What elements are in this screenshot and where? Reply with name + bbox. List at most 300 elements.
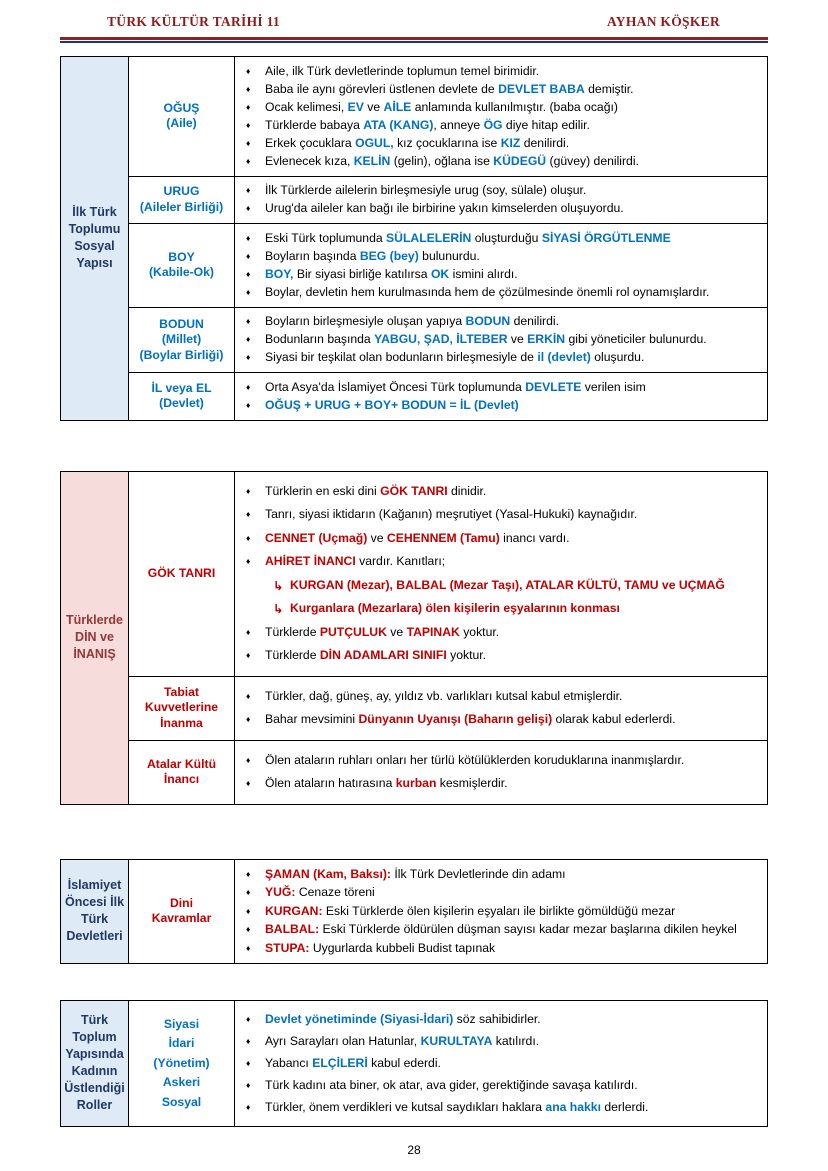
bullet-diamond-icon: ♦ <box>246 887 251 897</box>
category-line: Yapısı <box>76 256 113 271</box>
bullet-diamond-icon: ♦ <box>246 83 251 94</box>
bullet-text <box>265 483 761 501</box>
table-turk-toplum-yapisinda-kadinin-ustlendigi-roller <box>60 1000 768 1127</box>
subcategory-line: Sosyal <box>161 1094 202 1109</box>
subcategory-line: Kavramlar <box>151 911 212 926</box>
bullet-diamond-icon: ♦ <box>246 924 251 934</box>
bullet-text <box>265 921 761 939</box>
table-row <box>61 676 768 740</box>
content-cell <box>235 740 768 804</box>
text-segment: YABGU, ŞAD, İLTEBER <box>374 332 508 346</box>
bullet-text <box>265 711 761 729</box>
sub-bullet-item <box>244 600 761 618</box>
bullet-text <box>265 1055 761 1073</box>
bullet-text <box>265 506 761 524</box>
bullet-diamond-icon: ♦ <box>246 1057 251 1068</box>
content-cell <box>235 859 768 964</box>
category-line: Yapısında <box>65 1047 124 1062</box>
text-segment: Orta Asya'da İslamiyet Öncesi Türk toplumunda <box>265 379 526 394</box>
text-segment: il (devlet) <box>537 350 591 364</box>
bullet-item <box>244 200 761 218</box>
text-segment: dinidir. <box>447 483 487 498</box>
bullet-text <box>265 135 761 153</box>
content-cell <box>235 1001 768 1127</box>
text-segment: Ayrı Sarayları olan Hatunlar, <box>265 1033 421 1048</box>
text-segment: yoktur. <box>446 648 487 662</box>
text-segment: demiştir. <box>584 81 634 96</box>
subcategory-line: (Yönetim) <box>153 1055 210 1070</box>
text-segment: Eski Türklerde öldürülen düşman sayısı kadar mezar başlarına dikilen heykel <box>319 922 737 936</box>
category-line: Türk <box>80 1013 109 1028</box>
text-segment: yoktur. <box>459 624 500 639</box>
bullet-diamond-icon: ♦ <box>246 352 251 362</box>
subcategory-cell <box>129 373 235 421</box>
table-body <box>61 471 768 804</box>
subcategory-line: (Kabile-Ok) <box>148 265 214 280</box>
text-segment: Boyların başında <box>265 248 360 263</box>
bullet-item <box>244 153 761 171</box>
subcategory-line: İL veya EL <box>151 380 212 395</box>
text-segment: İlk Türk Devletlerinde din adamı <box>390 866 566 881</box>
text-segment: Boylar, devletin hem kurulmasında hem de çözülmesinde önemli rol oynamışlardır. <box>265 284 710 299</box>
subcategory-line: GÖK TANRI <box>147 565 216 580</box>
text-segment: Yabancı <box>265 1055 313 1070</box>
subcategory-line: Tabiat <box>164 684 199 699</box>
text-segment: Eski Türk toplumunda <box>265 230 387 245</box>
bullet-text <box>290 577 761 595</box>
text-segment: Evlenecek kıza, <box>265 153 354 168</box>
subcategory-cell <box>129 859 235 964</box>
text-segment: ÖG <box>483 117 503 132</box>
bullet-text <box>265 81 761 99</box>
text-segment: Urug'da aileler kan bağı ile birbirine yakın kimselerden oluşuyordu. <box>265 201 624 215</box>
bullet-text <box>265 230 761 248</box>
text-segment: Dünyanın Uyanışı (Baharın gelişi) <box>358 712 553 726</box>
bullet-text <box>265 1099 761 1117</box>
text-segment: TAPINAK <box>406 624 460 639</box>
header-rule-red-line <box>60 37 768 40</box>
bullet-text <box>265 182 761 200</box>
table-row <box>61 57 768 177</box>
table-row <box>61 224 768 308</box>
bullet-item <box>244 266 761 284</box>
table-ilk-turk-toplumu-sosyal-yapisi <box>60 56 768 421</box>
bullet-item <box>244 1011 761 1029</box>
text-segment: İlk Türklerde ailelerin birleşmesiyle urug (soy, sülale) oluşur. <box>265 183 587 197</box>
subcategory-line: BOY <box>168 249 195 264</box>
bullet-text <box>265 553 761 571</box>
text-segment: Eski Türklerde ölen kişilerin eşyaları ile birlikte gömüldüğü mezar <box>322 903 676 918</box>
bullet-diamond-icon: ♦ <box>246 1013 251 1024</box>
bullet-item <box>244 688 761 706</box>
bullet-diamond-icon: ♦ <box>246 532 251 543</box>
subcategory-line: Askeri <box>162 1075 201 1089</box>
subcategory-line: Siyasi <box>163 1016 200 1031</box>
bullet-item <box>244 711 761 729</box>
subcategory-line: (Aileler Birliği) <box>139 199 224 214</box>
page-footer <box>0 1143 828 1157</box>
bullet-text <box>265 397 761 415</box>
bullet-text <box>265 624 761 642</box>
subcategory-line: İdari <box>168 1036 195 1050</box>
bullet-diamond-icon: ♦ <box>246 905 251 916</box>
bullet-item <box>244 117 761 135</box>
text-segment: Ocak kelimesi, <box>265 99 348 114</box>
bullet-item <box>244 63 761 81</box>
text-segment: Cenaze töreni <box>295 885 375 899</box>
text-segment: ve <box>507 332 528 346</box>
bullet-diamond-icon: ♦ <box>246 778 251 788</box>
text-segment: Ölen ataların hatırasına <box>265 776 396 790</box>
bullet-text <box>265 688 761 706</box>
subcategory-line: Kuvvetlerine <box>144 700 219 715</box>
bullet-text <box>265 1011 761 1029</box>
sub-bullet-arrow-icon: ↳ <box>273 601 284 616</box>
text-segment: BOY, <box>265 266 294 281</box>
bullet-text <box>265 331 761 349</box>
category-cell <box>61 471 129 804</box>
category-line: İlk Türk <box>72 205 117 220</box>
table-turklerde-din-ve-inanis <box>60 471 768 805</box>
bullet-diamond-icon: ♦ <box>246 203 251 213</box>
page-header <box>0 12 828 30</box>
table-body <box>61 57 768 421</box>
category-line: İNANIŞ <box>73 647 116 661</box>
text-segment: kurban <box>395 776 437 790</box>
bullet-diamond-icon: ♦ <box>246 1035 251 1046</box>
text-segment: oluşturduğu <box>471 230 542 245</box>
subcategory-cell <box>129 740 235 804</box>
bullet-diamond-icon: ♦ <box>246 1101 251 1112</box>
category-line: Üstlendiği <box>64 1081 125 1096</box>
text-segment: CENNET (Uçmağ) <box>265 530 368 545</box>
text-segment: katılırdı. <box>492 1033 540 1048</box>
text-segment: KELİN <box>353 153 391 168</box>
category-line: İslamiyet <box>67 878 122 893</box>
category-cell <box>61 57 129 421</box>
bullet-item <box>244 647 761 665</box>
bullet-diamond-icon: ♦ <box>246 250 251 261</box>
header-rule-navy-line <box>60 41 768 43</box>
text-segment: Türkler, önem verdikleri ve kutsal saydıkları haklara <box>265 1099 546 1114</box>
text-segment: SÜLALELERİN <box>386 230 472 245</box>
text-segment: Siyasi bir teşkilat olan bodunların birleşmesiyle de <box>265 350 538 364</box>
text-segment: EV <box>347 99 364 114</box>
bullet-text <box>290 600 761 618</box>
text-segment: kız çocuklarına ise <box>393 135 501 150</box>
text-segment: Türklerde <box>265 648 320 662</box>
text-segment: Tanrı, siyasi iktidarın (Kağanın) meşrutiyet (Yasal-Hukuki) kaynağıdır. <box>265 507 638 521</box>
text-segment: bulunurdu. <box>418 248 480 263</box>
bullet-diamond-icon: ♦ <box>246 399 251 410</box>
text-segment: Bir siyasi birliğe katılırsa <box>293 266 431 281</box>
text-segment: denilirdi. <box>520 135 570 150</box>
bullet-diamond-icon: ♦ <box>246 650 251 660</box>
text-segment: , anneye <box>433 117 484 132</box>
bullet-item <box>244 884 761 902</box>
sub-bullet-item <box>244 577 761 595</box>
bullet-item <box>244 624 761 642</box>
bullet-diamond-icon: ♦ <box>246 65 251 76</box>
bullet-text <box>265 200 761 218</box>
bullet-diamond-icon: ♦ <box>246 690 251 701</box>
text-segment: olarak kabul ederlerdi. <box>552 712 676 726</box>
text-segment: (gelin), oğlana ise <box>390 153 494 168</box>
text-segment: KIZ <box>500 135 521 150</box>
subcategory-line: URUG <box>163 184 200 199</box>
text-segment: Türklerde babaya <box>265 117 364 132</box>
text-segment: CEHENNEM (Tamu) <box>386 530 500 545</box>
bullet-item <box>244 1077 761 1095</box>
text-segment: ŞAMAN (Kam, Baksı): <box>265 866 391 881</box>
bullet-diamond-icon: ♦ <box>246 485 251 496</box>
bullet-diamond-icon: ♦ <box>246 714 251 724</box>
bullet-item <box>244 483 761 501</box>
bullet-diamond-icon: ♦ <box>246 316 251 326</box>
bullet-diamond-icon: ♦ <box>246 754 251 765</box>
bullet-text <box>265 313 761 331</box>
bullet-text <box>265 63 761 81</box>
category-cell <box>61 859 129 964</box>
bullet-item <box>244 182 761 200</box>
bullet-text <box>265 866 761 884</box>
content-cell <box>235 676 768 740</box>
table-row <box>61 471 768 676</box>
text-segment: ELÇİLERİ <box>312 1055 368 1070</box>
bullet-diamond-icon: ♦ <box>246 185 251 195</box>
table-row <box>61 859 768 964</box>
category-line: Devletleri <box>66 929 123 944</box>
text-segment: DEVLET BABA <box>498 81 585 96</box>
text-segment: Türkler, dağ, güneş, ay, yıldız vb. varlıkları kutsal kabul etmişlerdir. <box>265 688 623 703</box>
text-segment: vardır. Kanıtları; <box>355 554 446 568</box>
text-segment: gibi yöneticiler bulunurdu. <box>565 332 707 346</box>
subcategory-cell <box>129 1001 235 1127</box>
bullet-text <box>265 99 761 117</box>
text-segment: Türklerin en eski dini <box>265 483 381 498</box>
bullet-diamond-icon: ♦ <box>246 286 251 297</box>
tables-container <box>60 56 768 1127</box>
text-segment: KÜDEGÜ <box>493 153 547 168</box>
content-cell <box>235 176 768 224</box>
text-segment: OK <box>430 266 450 281</box>
bullet-item <box>244 553 761 571</box>
text-segment: KURGAN: <box>265 903 323 918</box>
bullet-item <box>244 866 761 884</box>
text-segment: YUĞ: <box>265 885 296 899</box>
bullet-item <box>244 313 761 331</box>
text-segment: Boyların birleşmesiyle oluşan yapıya <box>265 314 466 328</box>
content-cell <box>235 471 768 676</box>
category-line: Türklerde <box>66 613 123 627</box>
bullet-diamond-icon: ♦ <box>246 626 251 637</box>
subcategory-cell <box>129 676 235 740</box>
text-segment: Ölen ataların ruhları onları her türlü kötülüklerden koruduklarına inanmışlardır. <box>265 752 685 767</box>
subcategory-cell <box>129 224 235 308</box>
bullet-text <box>265 284 761 302</box>
bullet-text <box>265 903 761 921</box>
text-segment: SİYASİ ÖRGÜTLENME <box>541 230 671 245</box>
text-segment: oluşurdu. <box>590 350 645 364</box>
bullet-item <box>244 921 761 939</box>
bullet-text <box>265 1077 761 1095</box>
subcategory-line: BODUN <box>159 316 204 331</box>
text-segment: AİLE <box>383 99 412 114</box>
bullet-diamond-icon: ♦ <box>246 1079 251 1090</box>
table-body <box>61 859 768 964</box>
text-segment: STUPA: <box>265 940 310 955</box>
bullet-text <box>265 117 761 135</box>
bullet-item <box>244 248 761 266</box>
subcategory-cell <box>129 57 235 177</box>
text-segment: kabul ederdi. <box>367 1055 441 1070</box>
bullet-text <box>265 266 761 284</box>
subcategory-line: (Millet) <box>161 332 202 346</box>
text-segment: OĞUŞ + URUG + BOY+ BODUN = İL (Devlet) <box>265 397 519 412</box>
text-segment: Devlet yönetiminde (Siyasi-İdari) <box>265 1011 454 1026</box>
table-row <box>61 1001 768 1127</box>
bullet-diamond-icon: ♦ <box>246 334 251 344</box>
text-segment: kesmişlerdir. <box>436 776 508 790</box>
bullet-item <box>244 331 761 349</box>
bullet-item <box>244 506 761 524</box>
bullet-item <box>244 752 761 770</box>
bullet-diamond-icon: ♦ <box>246 381 251 392</box>
bullet-item <box>244 775 761 793</box>
bullet-item <box>244 99 761 117</box>
text-segment: ve <box>367 530 387 545</box>
page-number: 28 <box>407 1143 421 1157</box>
bullet-text <box>265 752 761 770</box>
bullet-text <box>265 884 761 902</box>
sub-bullet-arrow-icon: ↳ <box>273 577 284 593</box>
subcategory-cell <box>129 471 235 676</box>
bullet-text <box>265 153 761 171</box>
category-line: Toplumu <box>68 222 121 237</box>
bullet-item <box>244 349 761 367</box>
text-segment: DEVLETE <box>525 379 582 394</box>
text-segment: Aile, ilk Türk devletlerinde toplumun temel birimidir. <box>265 63 540 78</box>
text-segment: ERKİN <box>527 332 566 346</box>
bullet-diamond-icon: ♦ <box>246 119 251 130</box>
bullet-item <box>244 940 761 958</box>
bullet-item <box>244 903 761 921</box>
bullet-text <box>265 940 761 958</box>
text-segment: Uygurlarda kubbeli Budist tapınak <box>309 940 496 955</box>
header-rule <box>60 37 768 43</box>
bullet-diamond-icon: ♦ <box>246 868 251 879</box>
category-line: Sosyal <box>74 239 115 254</box>
subcategory-line: İnanma <box>160 715 203 730</box>
doc-title: TÜRK KÜLTÜR TARİHİ 11 <box>107 14 280 29</box>
subcategory-line: (Aile) <box>166 116 197 131</box>
subcategory-line: İnancı <box>163 772 200 786</box>
text-segment: ve <box>363 99 384 114</box>
bullet-item <box>244 1055 761 1073</box>
category-line: Roller <box>76 1098 113 1113</box>
bullet-text <box>265 248 761 266</box>
text-segment: Erkek çocuklara <box>265 135 356 150</box>
bullet-diamond-icon: ♦ <box>246 556 251 566</box>
bullet-diamond-icon: ♦ <box>246 268 251 279</box>
text-segment: derlerdi. <box>600 1099 649 1114</box>
category-line: Türk <box>80 912 109 927</box>
content-cell <box>235 224 768 308</box>
bullet-item <box>244 284 761 302</box>
table-row <box>61 373 768 421</box>
content-cell <box>235 307 768 373</box>
subcategory-line: Dini <box>169 895 194 910</box>
subcategory-line: (Boylar Birliği) <box>139 347 224 362</box>
content-cell <box>235 57 768 177</box>
content-cell <box>235 373 768 421</box>
text-segment: OGUL, <box>355 135 394 150</box>
text-segment: (güvey) denilirdi. <box>546 153 639 168</box>
text-segment: GÖK TANRI <box>380 483 448 498</box>
bullet-text <box>265 647 761 665</box>
bullet-item <box>244 1033 761 1051</box>
bullet-diamond-icon: ♦ <box>246 155 251 166</box>
text-segment: ATA (KANG) <box>363 117 434 132</box>
subcategory-line: (Devlet) <box>159 396 204 411</box>
text-segment: denilirdi. <box>510 314 559 328</box>
text-segment: Türklerde <box>265 624 320 639</box>
bullet-item <box>244 135 761 153</box>
text-segment: ismini alırdı. <box>449 266 518 281</box>
bullet-item <box>244 1099 761 1117</box>
text-segment: ana hakkı <box>545 1099 601 1114</box>
doc-author: AYHAN KÖŞKER <box>607 14 720 29</box>
bullet-item <box>244 230 761 248</box>
table-row <box>61 740 768 804</box>
text-segment: BEG (bey) <box>359 248 419 263</box>
bullet-diamond-icon: ♦ <box>246 232 251 243</box>
bullet-item <box>244 530 761 548</box>
category-line: Toplum <box>72 1030 117 1045</box>
bullet-item <box>244 397 761 415</box>
category-line: Öncesi İlk <box>64 895 125 910</box>
bullet-item <box>244 81 761 99</box>
text-segment: diye hitap edilir. <box>502 117 590 132</box>
table-islamiyet-oncesi-ilk-turk-devletleri <box>60 859 768 965</box>
bullet-diamond-icon: ♦ <box>246 942 251 953</box>
text-segment: KURGAN (Mezar), BALBAL (Mezar Taşı), ATALAR KÜLTÜ, TAMU ve UÇMAĞ <box>290 577 725 592</box>
bullet-text <box>265 379 761 397</box>
bullet-diamond-icon: ♦ <box>246 101 251 112</box>
text-segment: anlamında kullanılmıştır. (baba ocağı) <box>411 99 618 114</box>
bullet-diamond-icon: ♦ <box>246 137 251 148</box>
category-line: DİN ve <box>75 630 114 644</box>
text-segment: KURULTAYA <box>420 1033 493 1048</box>
text-segment: Bahar mevsimini <box>265 712 359 726</box>
table-row <box>61 176 768 224</box>
bullet-text <box>265 349 761 367</box>
text-segment: BALBAL: <box>265 922 320 936</box>
text-segment: DİN ADAMLARI SINIFI <box>319 648 447 662</box>
text-segment: Bodunların başında <box>265 332 375 346</box>
bullet-text <box>265 1033 761 1051</box>
table-row <box>61 307 768 373</box>
text-segment: Türk kadını ata biner, ok atar, ava gider, gerektiğinde savaşa katılırdı. <box>265 1077 638 1092</box>
text-segment: AHİRET İNANCI <box>265 554 356 568</box>
subcategory-line: Atalar Kültü <box>146 756 217 771</box>
subcategory-cell <box>129 307 235 373</box>
text-segment: Baba ile aynı görevleri üstlenen devlete de <box>265 81 499 96</box>
text-segment: Kurganlara (Mezarlara) ölen kişilerin eşyalarının konması <box>290 601 620 615</box>
text-segment: verilen isim <box>581 379 646 394</box>
text-segment: PUTÇULUK <box>319 624 387 639</box>
text-segment: inancı vardı. <box>499 530 570 545</box>
